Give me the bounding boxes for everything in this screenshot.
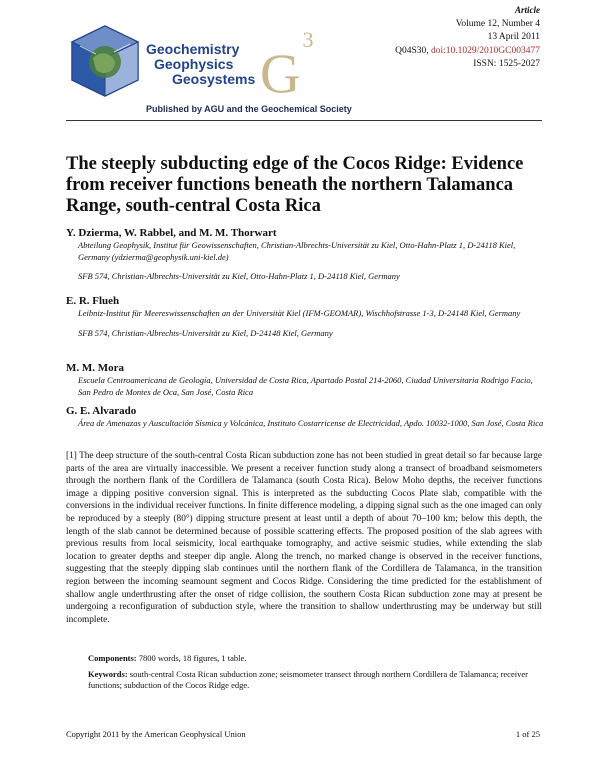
abstract-text: The deep structure of the south-central Costa Rican subduction zone has not been studied in great detail so far because large parts of the area are virtually inaccessible. We present a receiver function study along a transect of broadband seismometers through the northern flank of the Cordillera de Talamanca (south Costa Rica). Below Moho depths, the receiver functions image a dipping positive conversion signal. This is interpreted as the subducting Cocos Plate slab, compatible with the conversions in the individual receiver functions. In finite difference modeling, a dipping signal such as the one imaged can only be reproduced by a steeply (80°) dipping structure present at least until a depth of about 70–100 km; below this depth, the length of the slab cannot be determined because of possible scattering effects. The proposed position of the slab agrees with previous results from local seismicity, local earthquake tomography, and active seismic studies, while extending the slab location to greater depths and steeper dip angle. Along the trench, no marked change is observed in the receiver functions, suggesting that the steeply dipping slab continues until the northern flank of the Cordillera de Talamanca, in the transition region between the incoming seamount segment and Cocos Ridge. Considering the time predicted for the establishment of shallow angle underthrusting after the onset of ridge collision, the southern Costa Rican subduction zone may at present be undergoing a reconfiguration of subduction style, where the transition to shallow underthrusting may be underway but still incomplete. xyxy=(66,451,542,625)
components-text: 7800 words, 18 figures, 1 table. xyxy=(138,653,247,663)
article-type: Article xyxy=(515,5,540,15)
volume-number: Volume 12, Number 4 xyxy=(455,18,540,29)
cube-logo-icon xyxy=(66,22,144,100)
article-id-line xyxy=(395,45,540,59)
author-names: M. M. Mora xyxy=(66,362,125,374)
publication-date: 13 April 2011 xyxy=(487,32,540,42)
article-id: Q04S30, xyxy=(395,45,429,56)
keywords-label: Keywords: xyxy=(88,669,128,679)
components-line xyxy=(88,653,246,664)
author-group xyxy=(66,226,546,283)
author-affiliation: Leibniz-Institut für Meereswissenschaften an der Universität Kiel (IFM-GEOMAR), Wischhofstrasse 1-3, D-24148 Kiel, Germany xyxy=(78,308,521,318)
components-label: Components: xyxy=(88,653,137,663)
keywords-line xyxy=(88,669,542,691)
author-group xyxy=(66,361,546,398)
author-names: E. R. Flueh xyxy=(66,295,120,307)
author-group xyxy=(66,404,546,430)
keywords-text: south-central Costa Rican subduction zone; seismometer transect through northern Cordillera de Talamanca; receiver functions; subduction of the Cocos Ridge edge. xyxy=(88,669,528,690)
g3-letter: G xyxy=(260,43,301,106)
g3-superscript: 3 xyxy=(302,27,314,52)
issn: ISSN: 1525-2027 xyxy=(473,59,540,69)
article-metadata xyxy=(395,4,540,72)
page-number: 1 of 25 xyxy=(515,729,540,739)
author-group xyxy=(66,294,546,339)
author-affiliation: SFB 574, Christian-Albrechts-Universität zu Kiel, Otto-Hahn-Platz 1, D-24118 Kiel, Germany xyxy=(78,271,400,281)
journal-name xyxy=(146,42,255,87)
paragraph-number: [1] xyxy=(66,451,77,461)
author-affiliation: Escuela Centroamericana de Geología, Universidad de Costa Rica, Apartado Postal 214-2060, Ciudad Universitaria Rodrigo Facio, San Pedro de Montes de Oca, San José, Costa Rica xyxy=(78,375,533,397)
paper-title: The steeply subducting edge of the Cocos Ridge: Evidence from receiver functions beneath the northern Talamanca Range, south-central Costa Rica xyxy=(66,154,524,216)
header-divider xyxy=(66,120,542,121)
author-names: G. E. Alvarado xyxy=(66,405,137,417)
author-names: Y. Dzierma, W. Rabbel, and M. M. Thorwart xyxy=(66,227,277,239)
publisher-line: Published by AGU and the Geochemical Society xyxy=(146,104,352,114)
g3-mark xyxy=(260,27,314,106)
journal-name-line-1: Geochemistry xyxy=(146,41,240,57)
journal-logo xyxy=(66,20,326,106)
author-affiliation: Área de Amenazas y Auscultación Sísmica y Volcánica, Instituto Costarricense de Electricidad, Apdo. 10032-1000, San José, Costa Rica xyxy=(78,418,544,428)
abstract xyxy=(66,450,542,626)
doi-link[interactable]: doi:10.1029/2010GC003477 xyxy=(431,45,540,56)
copyright: Copyright 2011 by the American Geophysical Union xyxy=(66,729,246,739)
journal-name-line-2: Geophysics xyxy=(154,56,234,72)
journal-name-line-3: Geosystems xyxy=(172,71,256,87)
author-affiliation: SFB 574, Christian-Albrechts-Universität zu Kiel, D-24148 Kiel, Germany xyxy=(78,327,333,338)
author-affiliation: Abteilung Geophysik, Institut für Geowissenschaften, Christian-Albrechts-Universität zu Kiel, Otto-Hahn-Platz 1, D-24118 Kiel, Germany (ydzierma@geophysik.uni-kiel.de) xyxy=(78,240,516,262)
